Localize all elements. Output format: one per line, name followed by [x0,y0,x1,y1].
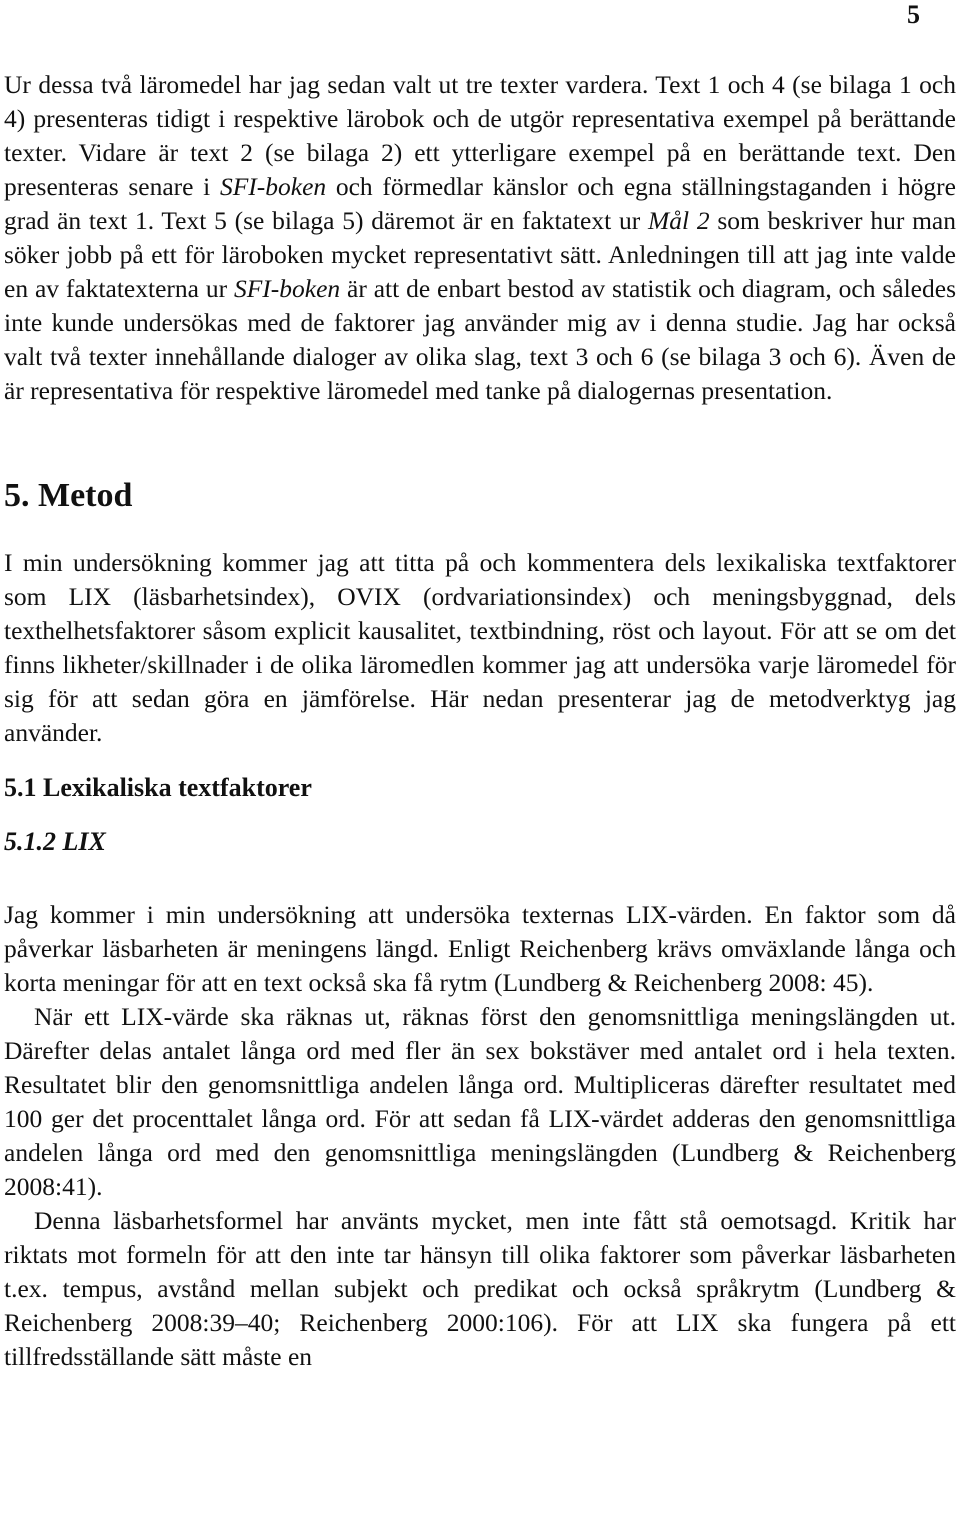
intro-paragraph [4,68,956,408]
document-body [4,68,956,1374]
book-title-sfi-boken: SFI-boken [219,172,327,201]
section-heading-metod: 5. Metod [4,477,133,514]
intro-text-4: är att de enbart bestod av statistik och diagram, och således inte kunde undersökas med de faktorer jag använder mig av i denna studie. Jag har också valt två texter innehållande dialoger av olika slag, text 3 och 6 (se bilaga 3 och 6). Även de är representativa för respektive läromedel med tanke på dialogernas presentation. [4,274,956,405]
subsection-heading-lexikaliska: 5.1 Lexikaliska textfaktorer [4,773,312,802]
intro-text-3: som beskriver hur man söker jobb på ett för läroboken mycket representativt sätt. Anledningen till att jag inte valde en av faktatexterna ur [4,206,956,303]
subsubsection-heading-lix: 5.1.2 LIX [4,827,106,856]
lix-paragraph-3: Denna läsbarhetsformel har använts mycket, men inte fått stå oemotsagd. Kritik har riktats mot formeln för att den inte tar hänsyn till olika faktorer som påverkar läsbarheten t.ex. tempus, avstånd mellan subjekt och predikat och också språkrytm (Lundberg & Reichenberg 2008:39–40; Reichenberg 2000:106). För att LIX ska fungera på ett tillfredsställande sätt måste en [4,1206,956,1371]
book-title-mal-2: Mål 2 [648,206,710,235]
intro-text-1: Ur dessa två läromedel har jag sedan valt ut tre texter vardera. Text 1 och 4 (se bilaga 1 och 4) presenteras tidigt i respektive lärobok och de utgör representativa exempel på berättande texter. Vidare är text 2 (se bilaga 2) ett ytterligare exempel på en berättande text. Den presenteras senare i [4,70,956,201]
intro-text-2: och förmedlar känslor och egna ställningstaganden i högre grad än text 1. Text 5 (se bilaga 5) däremot är en faktatext ur [4,172,956,235]
book-title-sfi-boken-2: SFI-boken [233,274,341,303]
lix-paragraph-2: När ett LIX-värde ska räknas ut, räknas först den genomsnittliga meningslängden ut. Därefter delas antalet långa ord med fler än sex bokstäver med antalet ord i hela texten. Resultatet blir den genomsnittliga andelen långa ord. Multipliceras därefter resultatet med 100 ger det procenttalet långa ord. För att sedan få LIX-värdet adderas den genomsnittliga andelen långa ord med den genomsnittliga meningslängden (Lundberg & Reichenberg 2008:41). [4,1002,956,1201]
page-number: 5 [907,0,920,29]
lix-paragraph-1: Jag kommer i min undersökning att undersöka texternas LIX-värden. En faktor som då påverkar läsbarheten är meningens längd. Enligt Reichenberg krävs omväxlande långa och korta meningar för att en text också ska få rytm (Lundberg & Reichenberg 2008: 45). [4,900,956,997]
metod-paragraph: I min undersökning kommer jag att titta på och kommentera dels lexikaliska textfaktorer som LIX (läsbarhetsindex), OVIX (ordvariationsindex) och meningsbyggnad, dels texthelhetsfaktorer såsom explicit kausalitet, textbindning, röst och layout. För att se om det finns likheter/skillnader i de olika läromedlen kommer jag att undersöka varje läromedel för sig för att sedan göra en jämförelse. Här nedan presenterar jag de metodverktyg jag använder. [4,548,956,747]
